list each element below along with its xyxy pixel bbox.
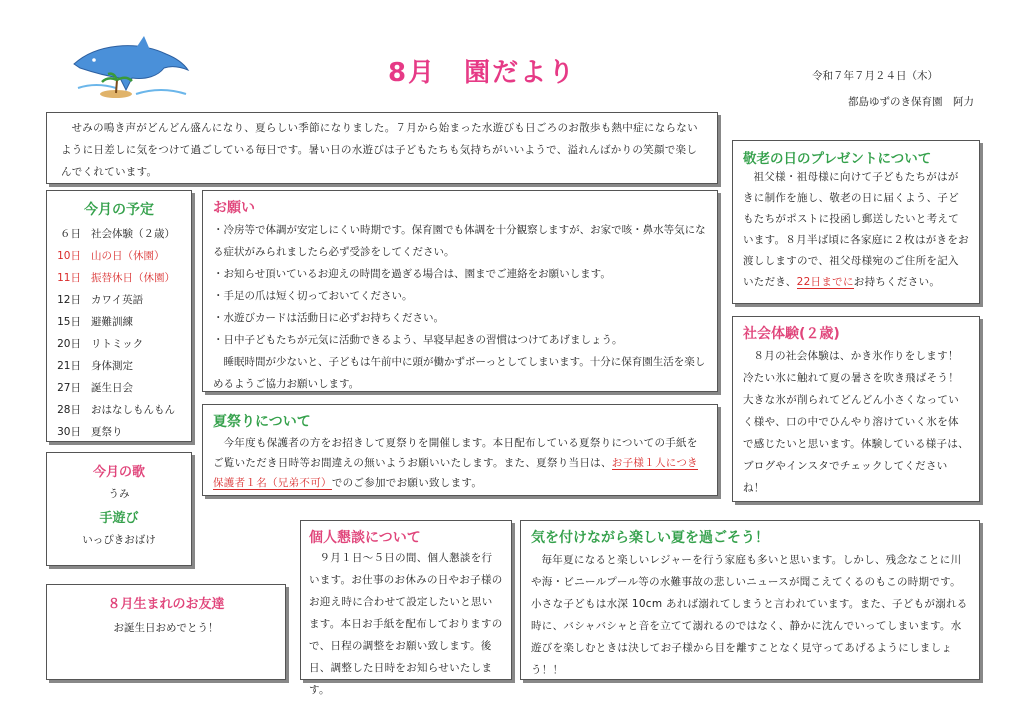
schedule-event: 避難訓練: [91, 316, 133, 328]
festival-highlight: お子様１人につき保護者１名（兄弟不可）: [213, 457, 698, 489]
schedule-day: 12日: [57, 294, 81, 306]
schedule-row: [53, 421, 185, 443]
schedule-day: 28日: [57, 404, 81, 416]
request-item: ・水遊びカードは活動日に必ずお持ちください。: [213, 312, 444, 324]
song-title: うみ: [108, 488, 130, 500]
schedule-row: [53, 377, 185, 399]
schedule-row: [53, 245, 185, 267]
schedule-event: 振替休日（休園）: [91, 272, 175, 284]
schedule-day: 10日: [57, 250, 81, 262]
schedule-row: [53, 399, 185, 421]
play-heading: 手遊び: [99, 511, 139, 526]
schedule-row: [53, 289, 185, 311]
page-title: 8月 園だより: [388, 58, 577, 88]
safety-box: [520, 520, 980, 680]
respect-highlight: 22日までに: [796, 276, 854, 288]
birthday-heading: ８月生まれのお友達: [107, 597, 225, 612]
schedule-event: おはなしもんもん: [91, 404, 175, 416]
request-item: ・お知らせ頂いているお迎えの時間を過ぎる場合は、園までご連絡をお願いします。: [213, 268, 611, 280]
requests-box: [202, 190, 718, 392]
schedule-event: カワイ英語: [91, 294, 144, 306]
schedule-event: 身体測定: [91, 360, 133, 372]
schedule-row: [53, 311, 185, 333]
schedule-day: 21日: [57, 360, 81, 372]
intro-box: [46, 112, 718, 184]
schedule-row: [53, 355, 185, 377]
song-heading: 今月の歌: [92, 465, 145, 480]
request-item: ・冷房等で体調が安定しにくい時期です。保育園でも体調を十分観察しますが、お家で咳・鼻水等気になる症状がみられましたら必ず受診をしてください。: [213, 224, 706, 258]
safety-heading: 気を付けながら楽しい夏を過ごそう！: [531, 530, 769, 546]
schedule-day: 11日: [57, 272, 81, 284]
schedule-event: リトミック: [91, 338, 144, 350]
schedule-event: 夏祭り: [91, 426, 123, 438]
social-text: ８月の社会体験は、かき氷作りをします！冷たい氷に触れて夏の暑さを吹き飛ばそう！大きな氷が削られてどんどん小さくなっていく様や、口の中でひんやり溶けていく氷を体で感じたいと思います。体験している様子は、ブログやインスタでチェックしてくださいね！: [743, 350, 969, 494]
respect-heading: 敬老の日のプレゼントについて: [743, 151, 932, 167]
island-illustration: [96, 72, 136, 98]
schedule-event: 山の日（休園）: [91, 250, 165, 262]
schedule-day: 27日: [57, 382, 81, 394]
birthday-message: お誕生日おめでとう！: [113, 622, 219, 634]
festival-box: [202, 404, 718, 496]
schedule-day: ６日: [60, 228, 81, 240]
schedule-event: 社会体験（２歳）: [91, 228, 175, 240]
respect-box: [732, 140, 980, 304]
request-item: ・日中子どもたちが元気に活動できるよう、早寝早起きの習慣はつけてあげましょう。: [213, 334, 623, 346]
requests-heading: お願い: [213, 200, 255, 216]
schedule-row: [53, 333, 185, 355]
schedule-list: [53, 223, 185, 443]
schedule-day: 15日: [57, 316, 81, 328]
schedule-event: 誕生日会: [91, 382, 133, 394]
birthday-box: [46, 584, 286, 680]
schedule-day: 30日: [57, 426, 81, 438]
schedule-heading: 今月の予定: [84, 202, 154, 218]
social-heading: 社会体験(２歳): [743, 326, 840, 342]
schedule-row: [53, 267, 185, 289]
request-item: ・手足の爪は短く切っておいてください。: [213, 290, 413, 302]
social-box: [732, 316, 980, 502]
interview-heading: 個人懇談について: [309, 530, 421, 546]
festival-heading: 夏祭りについて: [213, 414, 311, 430]
request-item: 睡眠時間が少ないと、子どもは午前中に頭が働かずボーっとしてしまいます。十分に保育園生活を楽しめるようご協力お願いします。: [213, 356, 706, 390]
respect-text: 祖父様・祖母様に向けて子どもたちがはがきに制作を施し、敬老の日に届くよう、子どもたちがポストに投函し郵送したいと考えています。８月半ば頃に各家庭に２枚はがきをお渡ししますので、祖父母様宛のご住所を記入いただき、22日までにお持ちください。: [743, 171, 969, 288]
issue-date: 令和７年７月２４日（木）: [812, 70, 938, 82]
schedule-row: [53, 223, 185, 245]
intro-text: せみの鳴き声がどんどん盛んになり、夏らしい季節になりました。７月から始まった水遊びも日ごろのお散歩も熱中症にならないように日差しに気をつけて過ごしている毎日です。暑い日の水遊びは子どもたちも気持ちがいいようで、溢れんばかりの笑顔で楽しんでくれています。: [61, 122, 698, 178]
safety-text: 毎年夏になると楽しいレジャーを行う家庭も多いと思います。しかし、残念なことに川や海・ビニールプール等の水難事故の悲しいニュースが聞こえてくるのもこの時期です。小さな子どもは水深 10cm あれば溺れてしまうと言われています。また、子どもが溺れる時に、バシャバシャと音を立てて溺れるのではなく、静かに沈んでいってしまいます。水遊びを楽しむときは決してお子様から目を離すことなく見守ってあげるようにしましょう！！: [531, 554, 968, 676]
interview-box: [300, 520, 512, 696]
play-title: いっぴきおばけ: [82, 534, 156, 546]
schedule-day: 20日: [57, 338, 81, 350]
school-name: 都島ゆずのき保育園 阿力: [848, 96, 974, 108]
interview-text: ９月１日～５日の間、個人懇談を行います。お仕事のお休みの日やお子様のお迎え時に合わせて設定したいと思います。本日お手紙を配布しておりますので、日程の調整をお願い致します。後日、調整した日時をお知らせいたします。: [309, 552, 503, 696]
songs-box: [46, 452, 192, 566]
festival-text: 今年度も保護者の方をお招きして夏祭りを開催します。本日配布している夏祭りについての手紙をご覧いただき日時等お間違えの無いようお願いいたします。また、夏祭り当日は、お子様１人につき保護者１名（兄弟不可）でのご参加でお願い致します。: [213, 437, 698, 489]
schedule-box: [46, 190, 192, 442]
requests-list: [213, 219, 707, 395]
